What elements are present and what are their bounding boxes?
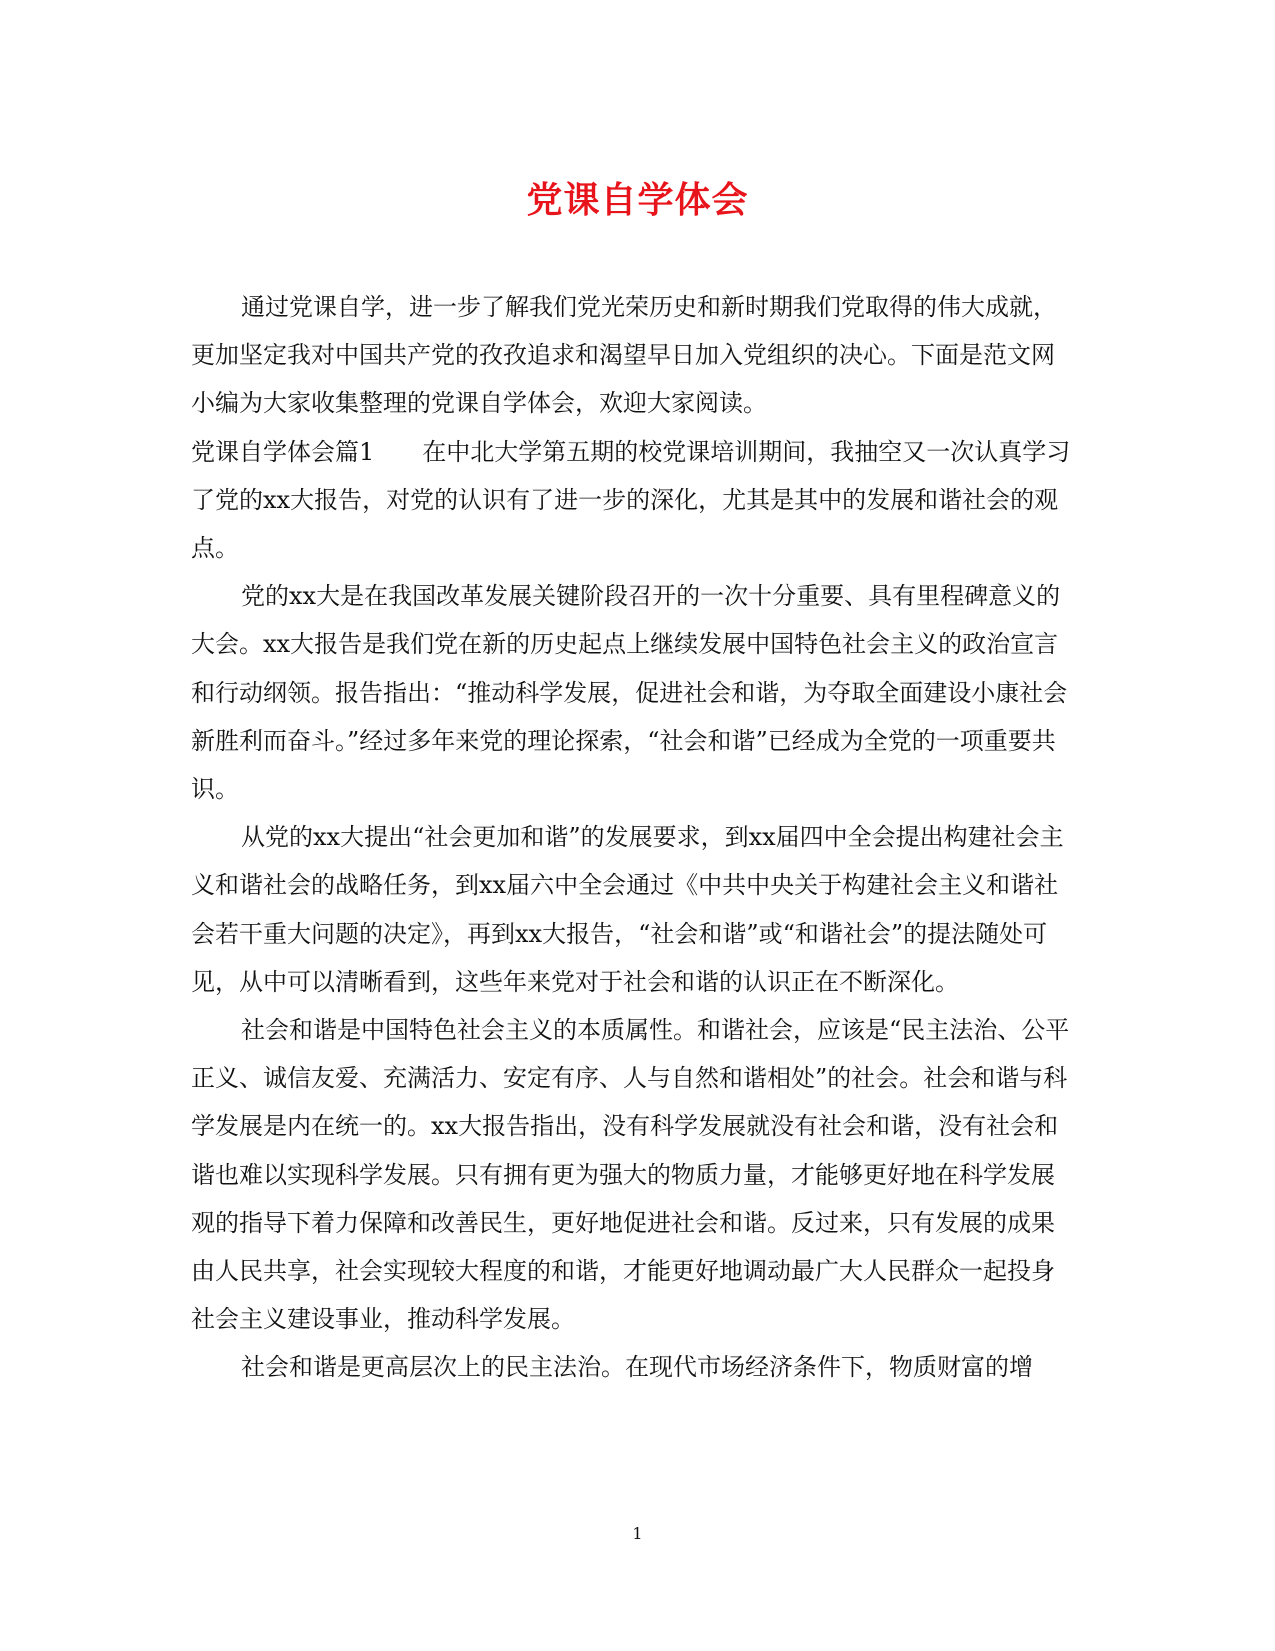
- paragraph-democracy: 社会和谐是更高层次上的民主法治。在现代市场经济条件下，物质财富的增: [241, 1353, 1033, 1382]
- document-title: 党课自学体会: [526, 179, 749, 221]
- document-body: [191, 283, 1071, 1392]
- paragraph-harmony-essence: 社会和谐是中国特色社会主义的本质属性。和谐社会，应该是“民主法治、公平正义、诚信友爱、充满活力、安定有序、人与自然和谐相处”的社会。社会和谐与科学发展是内在统一的。xx大报告指出，没有科学发展就没有社会和谐，没有社会和谐也难以实现科学发展。只有拥有更为强大的物质力量，才能够更好地在科学发展观的指导下着力保障和改善民生，更好地促进社会和谐。反过来，只有发展的成果由人民共享，社会实现较大程度的和谐，才能更好地调动最广大人民群众一起投身社会主义建设事业，推动科学发展。: [191, 1016, 1070, 1334]
- paragraph-intro: 通过党课自学，进一步了解我们党光荣历史和新时期我们党取得的伟大成就，更加坚定我对中国共产党的孜孜追求和渴望早日加入党组织的决心。下面是范文网小编为大家收集整理的党课自学体会，欢迎大家阅读。: [191, 293, 1057, 418]
- page-number: 1: [632, 1524, 643, 1543]
- paragraph-congress: 党的xx大是在我国改革发展关键阶段召开的一次十分重要、具有里程碑意义的大会。xx大报告是我们党在新的历史起点上继续发展中国特色社会主义的政治宣言和行动纲领。报告指出：“推动科学发展，促进社会和谐，为夺取全面建设小康社会新胜利而奋斗。”经过多年来党的理论探索，“社会和谐”已经成为全党的一项重要共识。: [191, 582, 1068, 804]
- paragraph-harmony-evolution: 从党的xx大提出“社会更加和谐”的发展要求，到xx届四中全会提出构建社会主义和谐社会的战略任务，到xx届六中全会通过《中共中央关于构建社会主义和谐社会若干重大问题的决定》，再到xx大报告，“社会和谐”或“和谐社会”的提法随处可见，从中可以清晰看到，这些年来党对于社会和谐的认识正在不断深化。: [191, 823, 1064, 996]
- paragraph-section-1-start: 党课自学体会篇1 在中北大学第五期的校党课培训期间，我抽空又一次认真学习了党的xx大报告，对党的认识有了进一步的深化，尤其是其中的发展和谐社会的观点。: [191, 437, 1071, 563]
